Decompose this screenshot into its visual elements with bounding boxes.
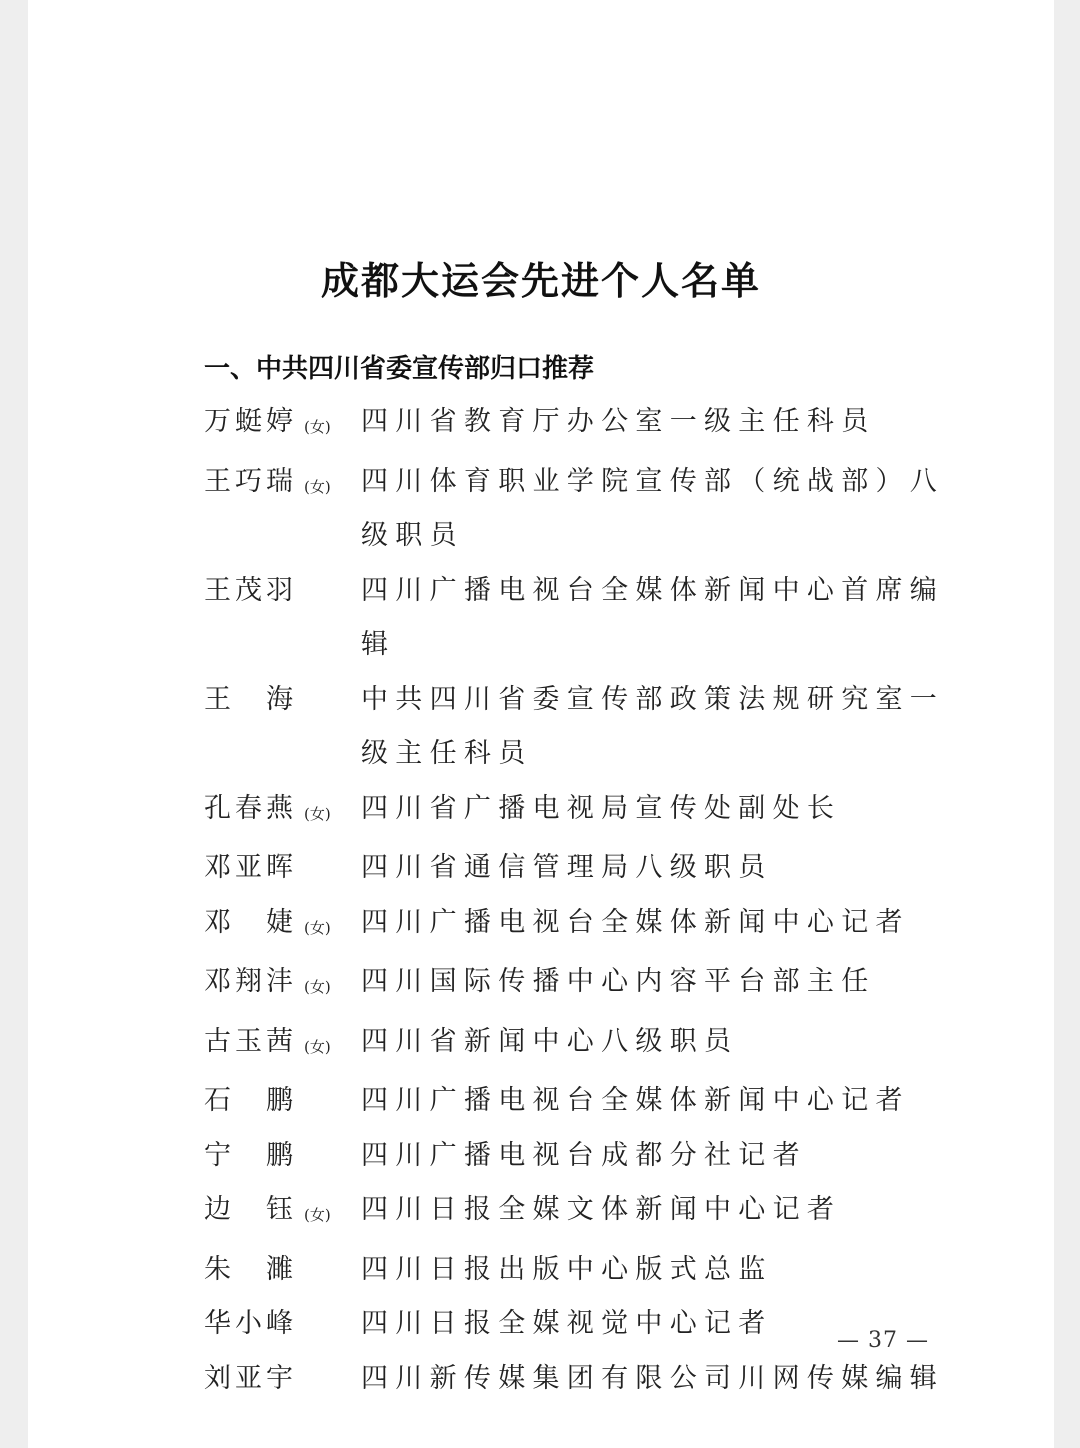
person-name: 邓翔沣 [204,966,294,997]
person-name: 宁鹏 [204,1139,294,1171]
person-role: 四川省教育厅办公室一级主任科员 [361,406,876,437]
person-role: 四川体育职业学院宣传部（统战部）八级职员 [361,465,945,551]
gender-note: (女) [304,804,331,823]
name-cell [204,955,361,1015]
name-cell [204,673,361,728]
person-name: 朱濉 [204,1253,294,1285]
person-role: 中共四川省委宣传部政策法规研究室一级主任科员 [361,683,945,769]
gender-note: (女) [304,978,331,996]
list-item [204,564,964,673]
list-item [204,955,964,1015]
person-name: 石鹏 [204,1085,294,1116]
person-name: 邓亚晖 [204,852,294,883]
person-name: 华小峰 [204,1308,294,1339]
name-cell [204,564,361,619]
name-cell [204,1297,361,1352]
name-cell [204,1015,361,1075]
gender-note: (女) [304,418,331,436]
person-name: 孔春燕 [204,792,294,824]
document-title: 成都大运会先进个人名单 [320,259,761,303]
name-cell [204,1183,361,1243]
gender-note: (女) [304,477,331,496]
person-name: 万蜓婷 [204,406,294,437]
name-cell [204,1352,361,1407]
person-role: 四川国际传播中心内容平台部主任 [361,966,876,997]
list-item [204,1183,964,1243]
person-role: 四川日报全媒文体新闻中心记者 [361,1194,842,1225]
person-name: 古玉茜 [204,1025,294,1057]
gender-note: (女) [304,1037,331,1056]
person-role: 四川广播电视台全媒体新闻中心记者 [361,1085,910,1116]
person-role: 四川广播电视台全媒体新闻中心记者 [361,906,910,938]
name-cell [204,395,361,455]
person-name: 王茂羽 [204,574,294,606]
gender-note: (女) [304,1206,331,1224]
list-item [204,455,964,564]
list-item [204,1352,964,1407]
person-name: 王海 [204,683,294,715]
section-heading: 一、中共四川省委宣传部归口推荐 [204,354,595,384]
person-role: 四川省广播电视局宣传处副处长 [361,792,842,824]
list-item [204,841,964,896]
document-page [28,0,1054,1448]
list-item [204,782,964,842]
person-role: 四川日报出版中心版式总监 [361,1253,773,1285]
person-name: 邓婕 [204,906,294,938]
honoree-list [204,395,964,1406]
person-role: 四川省新闻中心八级职员 [361,1025,739,1057]
name-cell [204,782,361,842]
person-role: 四川广播电视台成都分社记者 [361,1139,807,1171]
list-item [204,395,964,455]
person-name: 王巧瑞 [204,465,294,497]
name-cell [204,841,361,896]
list-item [204,1074,964,1129]
page-number: — 37 — [837,1328,929,1353]
name-cell [204,896,361,956]
list-item [204,1015,964,1075]
name-cell [204,1243,361,1298]
list-item [204,1243,964,1298]
name-cell [204,455,361,515]
name-cell [204,1129,361,1184]
person-role: 四川日报全媒视觉中心记者 [361,1308,773,1339]
person-role: 四川广播电视台全媒体新闻中心首席编辑 [361,574,945,660]
list-item [204,673,964,782]
list-item [204,1129,964,1184]
person-role: 四川新传媒集团有限公司川网传媒编辑 [361,1362,945,1394]
name-cell [204,1074,361,1129]
list-item [204,896,964,956]
person-role: 四川省通信管理局八级职员 [361,852,773,883]
gender-note: (女) [304,918,331,937]
person-name: 刘亚宇 [204,1362,294,1394]
person-name: 边钰 [204,1194,294,1225]
